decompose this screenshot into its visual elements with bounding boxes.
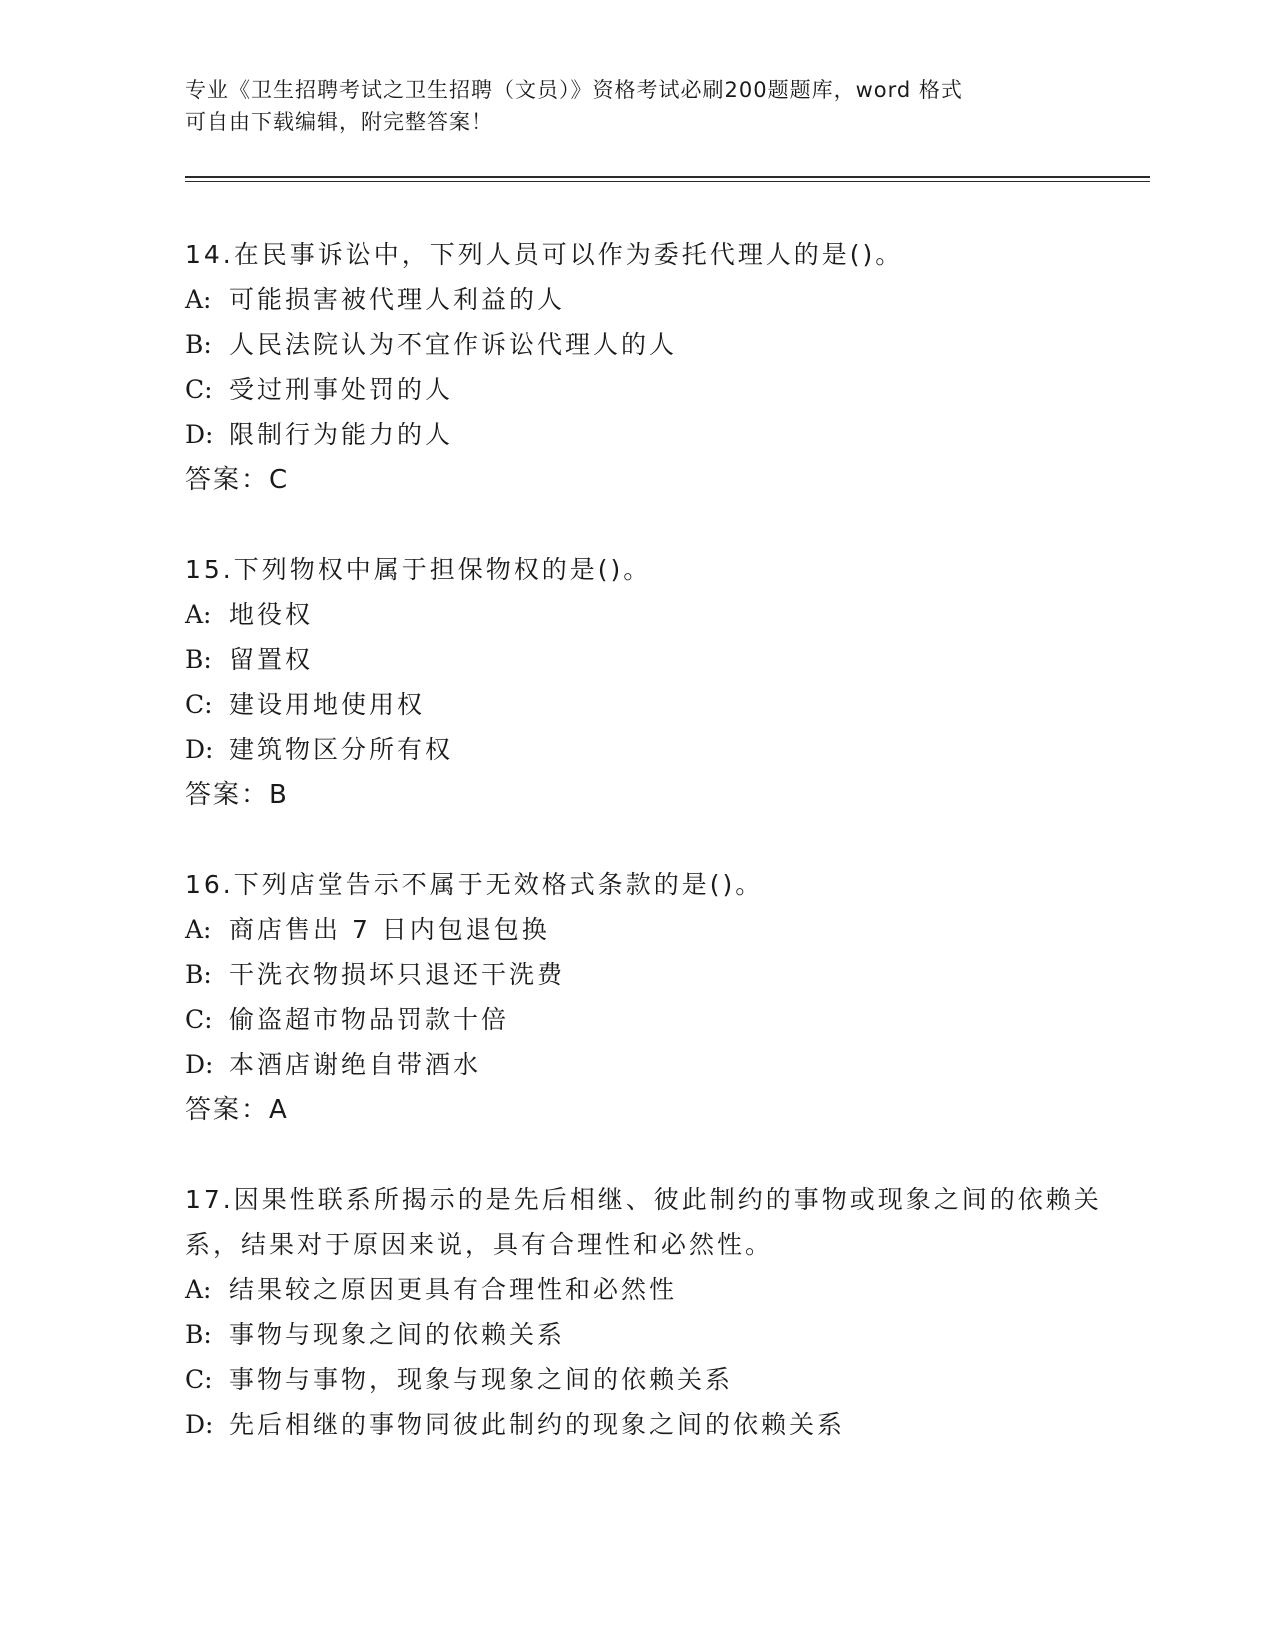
header-divider-thin: [185, 181, 1150, 182]
option-letter: A:: [185, 600, 212, 629]
option-text: 事物与现象之间的依赖关系: [229, 1320, 566, 1349]
option-text: 限制行为能力的人: [229, 420, 454, 449]
option-letter: C:: [185, 375, 213, 404]
option-a: [185, 907, 1135, 952]
option-text: 本酒店谢绝自带酒水: [229, 1050, 482, 1079]
answer-line: [185, 457, 1135, 503]
option-c: [185, 1357, 1135, 1402]
option-a: [185, 1267, 1135, 1312]
option-letter: A:: [185, 1275, 212, 1304]
question-17: [185, 1177, 1135, 1447]
answer-value: C: [269, 465, 290, 495]
option-b: [185, 637, 1135, 682]
option-text: 结果较之原因更具有合理性和必然性: [229, 1275, 678, 1304]
answer-line: [185, 1087, 1135, 1133]
question-15: [185, 547, 1135, 818]
option-letter: B:: [185, 645, 212, 674]
answer-value: A: [269, 1095, 289, 1125]
option-c: [185, 682, 1135, 727]
header-divider-thick: [185, 176, 1150, 178]
question-16: [185, 862, 1135, 1133]
option-text: 地役权: [229, 600, 314, 629]
option-text: 先后相继的事物同彼此制约的现象之间的依赖关系: [229, 1410, 846, 1439]
question-stem: 15.下列物权中属于担保物权的是()。: [185, 555, 652, 584]
option-letter: D:: [185, 1050, 214, 1079]
option-d: [185, 727, 1135, 772]
question-list: [185, 232, 1135, 1491]
option-text: 商店售出 7 日内包退包换: [229, 915, 550, 944]
option-letter: C:: [185, 690, 213, 719]
option-c: [185, 367, 1135, 412]
option-d: [185, 412, 1135, 457]
option-letter: D:: [185, 735, 214, 764]
option-letter: B:: [185, 1320, 212, 1349]
answer-label: 答案：: [185, 1095, 270, 1125]
option-text: 干洗衣物损坏只退还干洗费: [229, 960, 566, 989]
option-letter: B:: [185, 330, 212, 359]
question-stem: 17.因果性联系所揭示的是先后相继、彼此制约的事物或现象之间的依赖关系，结果对于原因来说，具有合理性和必然性。: [185, 1185, 1102, 1259]
option-b: [185, 952, 1135, 997]
question-14: [185, 232, 1135, 503]
option-letter: D:: [185, 420, 214, 449]
option-letter: D:: [185, 1410, 214, 1439]
answer-line: [185, 772, 1135, 818]
answer-value: B: [269, 780, 289, 810]
option-a: [185, 592, 1135, 637]
option-text: 留置权: [229, 645, 314, 674]
option-c: [185, 997, 1135, 1042]
option-text: 受过刑事处罚的人: [229, 375, 454, 404]
option-a: [185, 277, 1135, 322]
option-text: 偷盗超市物品罚款十倍: [229, 1005, 510, 1034]
option-text: 事物与事物，现象与现象之间的依赖关系: [229, 1365, 734, 1394]
option-d: [185, 1402, 1135, 1447]
option-b: [185, 322, 1135, 367]
question-stem: 16.下列店堂告示不属于无效格式条款的是()。: [185, 870, 764, 899]
document-header: 专业《卫生招聘考试之卫生招聘（文员）》资格考试必刷200题题库，word 格式 可自由下载编辑，附完整答案！: [185, 78, 963, 134]
option-text: 建设用地使用权: [229, 690, 426, 719]
option-letter: B:: [185, 960, 212, 989]
option-text: 人民法院认为不宜作诉讼代理人的人: [229, 330, 678, 359]
answer-label: 答案：: [185, 465, 270, 495]
option-letter: C:: [185, 1365, 213, 1394]
question-stem: 14.在民事诉讼中，下列人员可以作为委托代理人的是()。: [185, 240, 904, 269]
option-letter: A:: [185, 285, 212, 314]
option-letter: A:: [185, 915, 212, 944]
answer-label: 答案：: [185, 780, 270, 810]
option-b: [185, 1312, 1135, 1357]
option-text: 建筑物区分所有权: [229, 735, 454, 764]
option-letter: C:: [185, 1005, 213, 1034]
option-d: [185, 1042, 1135, 1087]
option-text: 可能损害被代理人利益的人: [229, 285, 566, 314]
